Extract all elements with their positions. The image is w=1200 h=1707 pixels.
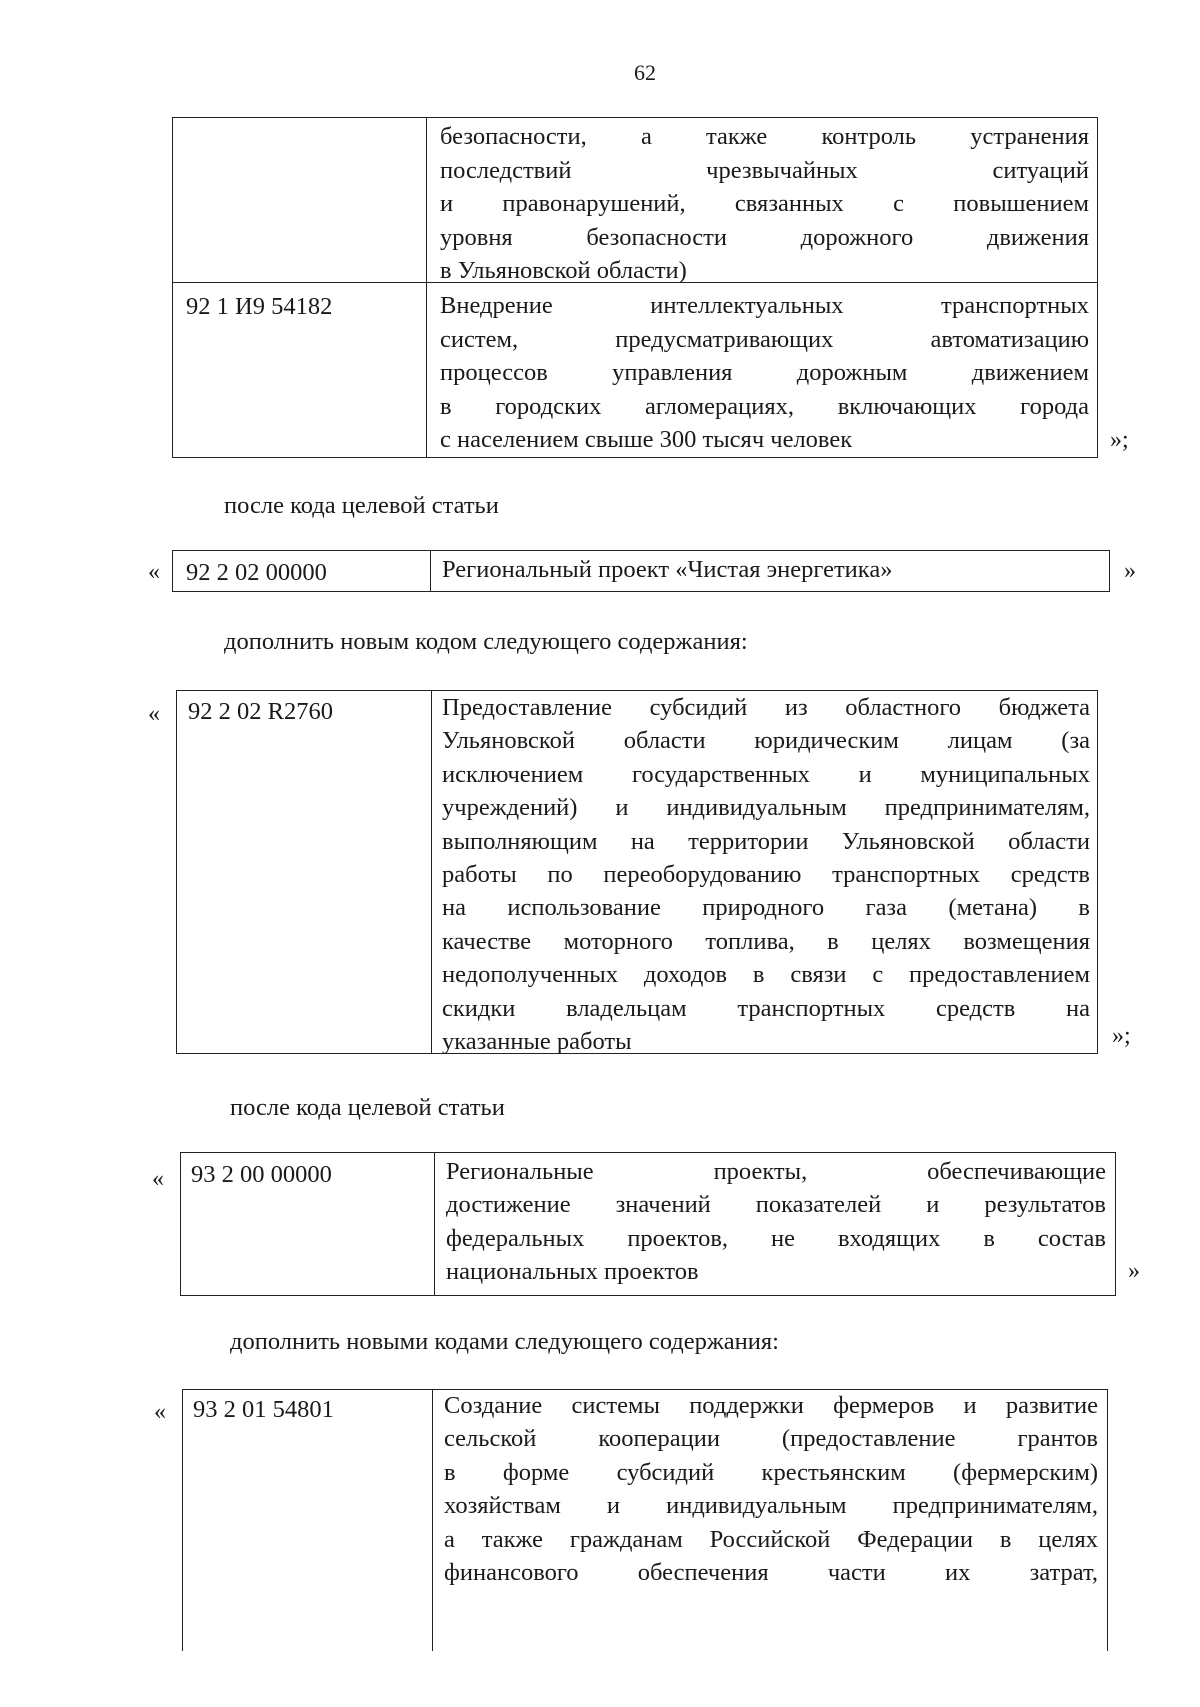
instruction-text: после кода целевой статьи (224, 492, 499, 519)
closing-quote: »; (1112, 1023, 1131, 1049)
column-divider (431, 691, 432, 1053)
target-code: 92 2 02 00000 (186, 559, 327, 586)
table-row-description: безопасности, а также контроль устранения последствий чрезвычайных ситуаций и правонарушений, связанных с повышением уровня безопасности дорожного движения в Ульяновской области) (440, 123, 1089, 285)
column-divider (426, 118, 427, 457)
opening-quote: « (152, 1166, 164, 1192)
opening-quote: « (148, 559, 160, 585)
instruction-text: дополнить новыми кодами следующего содержания: (230, 1328, 779, 1355)
table-row-description: Региональные проекты, обеспечивающие достижение значений показателей и результатов федеральных проектов, не входящих в состав национальных проектов (446, 1158, 1106, 1286)
target-code: 92 1 И9 54182 (186, 293, 333, 320)
table-row-description: Региональный проект «Чистая энергетика» (442, 556, 893, 583)
column-divider (430, 551, 431, 591)
opening-quote: « (154, 1399, 166, 1425)
target-code: 93 2 00 00000 (191, 1161, 332, 1188)
instruction-text: после кода целевой статьи (230, 1094, 505, 1121)
table-row-description: Создание системы поддержки фермеров и развитие сельской кооперации (предоставление грантов в форме субсидий крестьянским (фермерским) хозяйствам и индивидуальным предпринимателям, а также гражданам Российской Федерации в целях финансового обеспечения части их затрат, (444, 1392, 1098, 1586)
closing-quote: » (1128, 1258, 1140, 1284)
column-divider (432, 1390, 433, 1651)
column-divider (434, 1153, 435, 1295)
target-code: 92 2 02 R2760 (188, 698, 333, 725)
opening-quote: « (148, 701, 160, 727)
closing-quote: »; (1110, 427, 1129, 453)
table-row-description: Внедрение интеллектуальных транспортных систем, предусматривающих автоматизацию процессов управления дорожным движением в городских агломерациях, включающих города с населением свыше 300 тысяч человек (440, 292, 1089, 454)
instruction-text: дополнить новым кодом следующего содержания: (224, 628, 748, 655)
closing-quote: » (1124, 558, 1136, 584)
target-code: 93 2 01 54801 (193, 1396, 334, 1423)
table-row-description: Предоставление субсидий из областного бюджета Ульяновской области юридическим лицам (за исключением государственных и муниципальных учреждений) и индивидуальным предпринимателям, выполняющим на территории Ульяновской области работы по переоборудованию транспортных средств на использование природного газа (метана) в качестве моторного топлива, в целях возмещения недополученных доходов в связи с предоставлением скидки владельцам транспортных средств на указанные работы (442, 694, 1090, 1055)
page-number: 62 (634, 60, 656, 85)
